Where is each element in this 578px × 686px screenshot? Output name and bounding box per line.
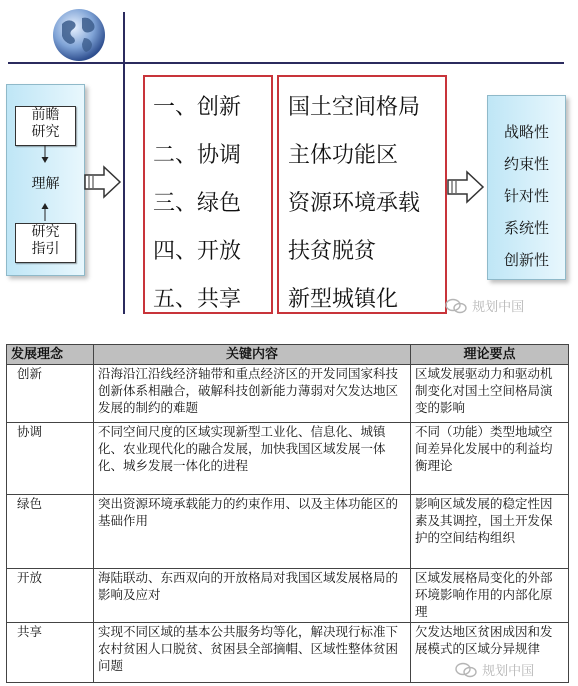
- principle-item: 四、开放: [153, 239, 242, 264]
- principle-item: 二、协调: [153, 143, 242, 168]
- watermark-text: 规划中国: [472, 300, 525, 315]
- topic-item: 国土空间格局: [288, 95, 421, 120]
- principle-item: 三、绿色: [153, 191, 242, 216]
- column-header-theory: 理论要点: [411, 345, 569, 365]
- wechat-logo-icon: [445, 298, 467, 314]
- attribute-item: 约束性: [503, 155, 549, 173]
- theory-cell: 区域发展格局变化的外部环境影响作用的内部化原理: [411, 569, 569, 623]
- research-box: [6, 84, 85, 276]
- column-header-content: 关键内容: [94, 345, 411, 365]
- foresight-research-box: 前瞻 研究: [15, 106, 76, 146]
- arrow-down-icon: [41, 145, 49, 163]
- concept-cell: 绿色: [7, 495, 94, 569]
- table-header-row: [7, 345, 569, 365]
- watermark: [445, 296, 524, 315]
- table-row: [7, 569, 569, 623]
- content-cell: 沿海沿江沿线经济轴带和重点经济区的开发同国家科技创新体系相融合，破解科技创新能力薄弱对欠发达地区发展的制约的难题: [94, 365, 411, 423]
- arrow-up-icon: [41, 203, 49, 221]
- theory-cell: 不同（功能）类型地域空间差异化发展中的利益均衡理论: [411, 423, 569, 495]
- content-cell: 实现不同区域的基本公共服务均等化，解决现行标准下农村贫困人口脱贫、贫困县全部摘帽、区域性整体贫困问题: [94, 623, 411, 683]
- understanding-label: 理解: [31, 176, 60, 192]
- column-header-concept: 发展理念: [7, 345, 94, 365]
- content-cell: 突出资源环境承载能力的约束作用、以及主体功能区的基础作用: [94, 495, 411, 569]
- principle-item: 五、共享: [153, 287, 242, 312]
- topics-box: [277, 75, 447, 314]
- topic-item: 资源环境承载: [288, 191, 421, 216]
- content-cell: 海陆联动、东西双向的开放格局对我国区域发展格局的影响及应对: [94, 569, 411, 623]
- principles-box: [143, 75, 273, 314]
- principle-item: 一、创新: [153, 95, 242, 120]
- table-row: [7, 495, 569, 569]
- vertical-divider: [123, 12, 125, 314]
- horizontal-divider: [8, 62, 564, 64]
- attributes-box: [487, 95, 566, 280]
- table-row: [7, 423, 569, 495]
- concept-cell: 开放: [7, 569, 94, 623]
- table-row: [7, 365, 569, 423]
- theory-cell: 区域发展驱动力和驱动机制变化对国土空间格局演变的影响: [411, 365, 569, 423]
- right-arrow-icon: [447, 170, 485, 204]
- attribute-item: 系统性: [503, 219, 549, 237]
- concept-cell: 共享: [7, 623, 94, 683]
- research-guidance-box: 研究 指引: [15, 223, 76, 263]
- watermark: [455, 660, 534, 679]
- attribute-item: 针对性: [503, 187, 549, 205]
- topic-item: 主体功能区: [288, 143, 399, 168]
- development-concepts-table: [6, 344, 569, 683]
- wechat-logo-icon: [455, 662, 477, 678]
- right-arrow-icon: [84, 165, 122, 199]
- topic-item: 扶贫脱贫: [288, 239, 377, 264]
- topic-item: 新型城镇化: [288, 287, 399, 312]
- theory-cell: 欠发达地区贫困成因和发展模式的区域分异规律: [411, 623, 569, 683]
- attribute-item: 战略性: [503, 123, 549, 141]
- content-cell: 不同空间尺度的区域实现新型工业化、信息化、城镇化、农业现代化的融合发展，加快我国区域发展一体化、城乡发展一体化的进程: [94, 423, 411, 495]
- attribute-item: 创新性: [503, 251, 549, 269]
- concept-cell: 创新: [7, 365, 94, 423]
- concept-cell: 协调: [7, 423, 94, 495]
- watermark-text: 规划中国: [482, 664, 535, 679]
- theory-cell: 影响区域发展的稳定性因素及其调控，国土开发保护的空间结构组织: [411, 495, 569, 569]
- globe-icon: [48, 6, 110, 64]
